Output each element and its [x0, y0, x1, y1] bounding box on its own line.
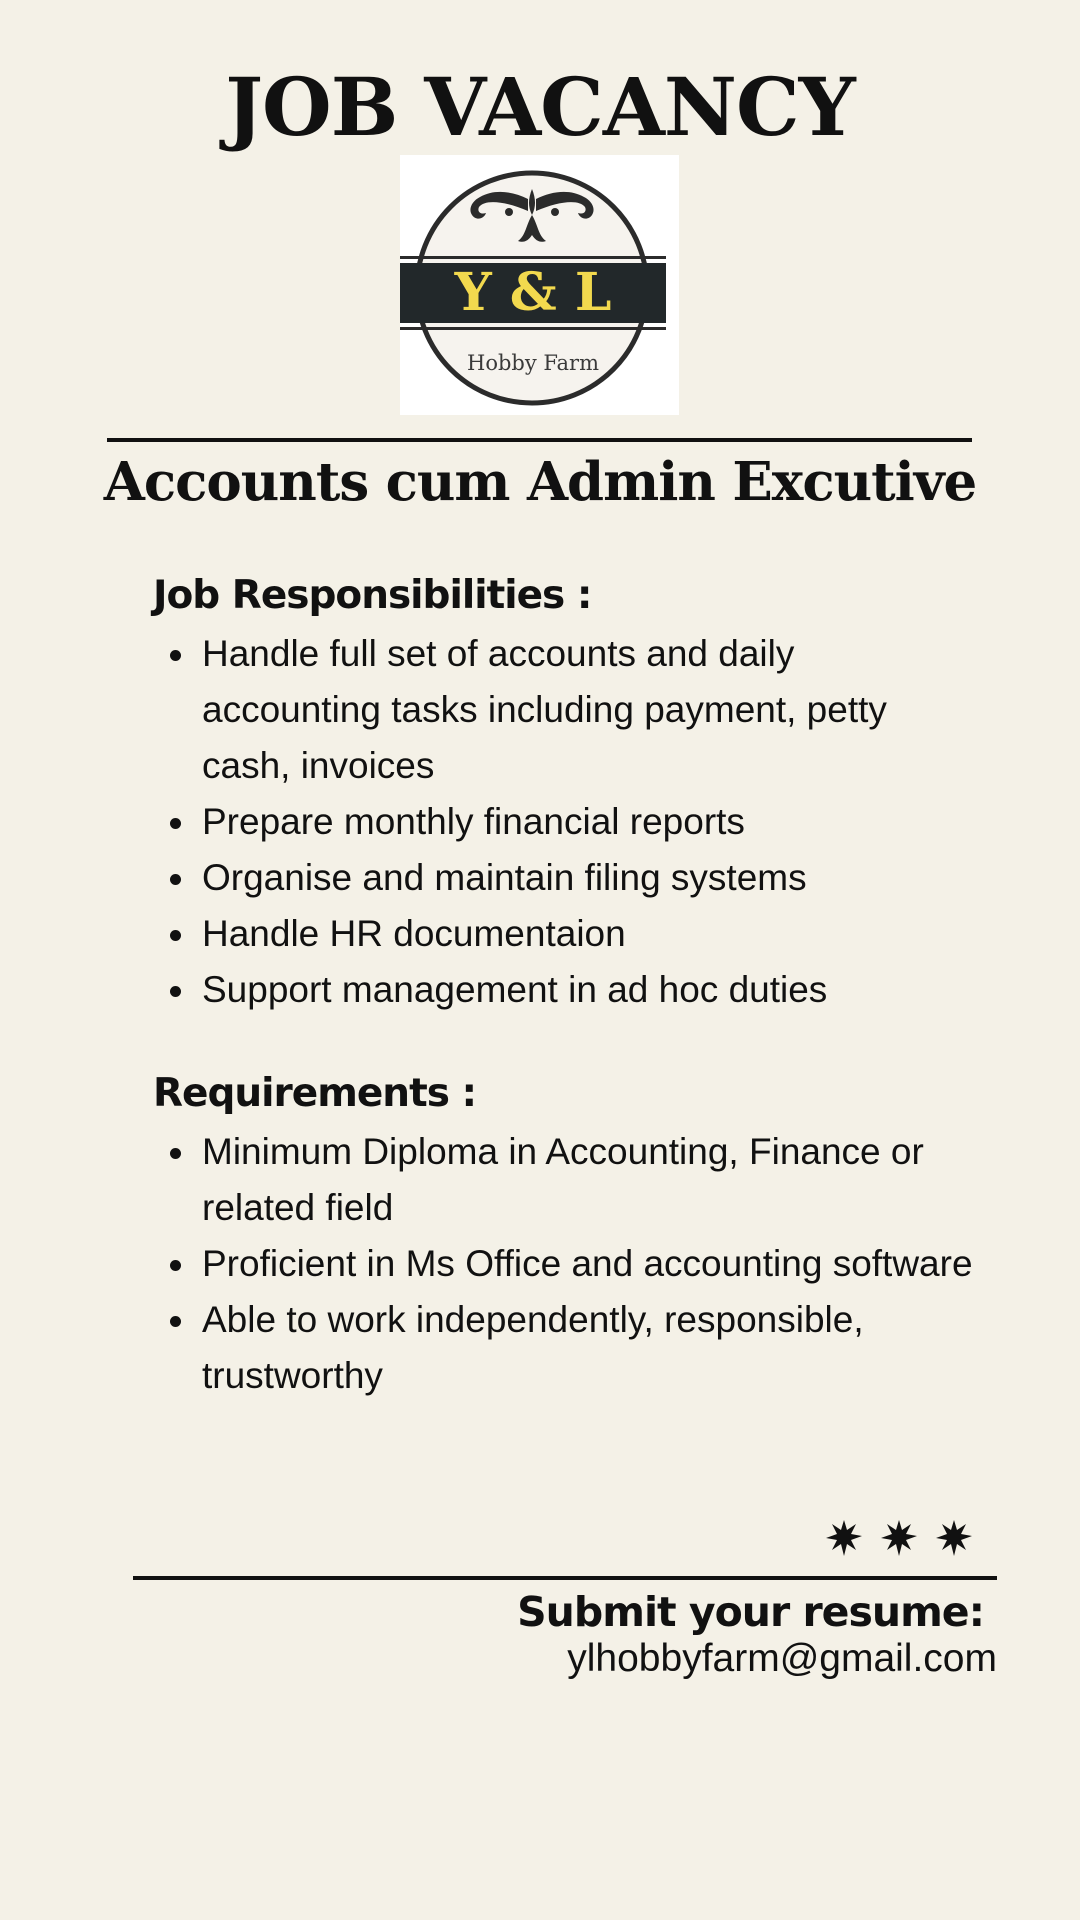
- requirements-heading: Requirements :: [153, 1071, 477, 1116]
- list-item: Support management in ad hoc duties: [153, 962, 983, 1018]
- list-item: Proficient in Ms Office and accounting software: [153, 1236, 983, 1292]
- bottom-divider: [133, 1576, 997, 1580]
- logo-brand-mark: Y & L: [454, 262, 612, 323]
- contact-email[interactable]: ylhobbyfarm@gmail.com: [567, 1637, 997, 1680]
- company-logo: [400, 155, 679, 415]
- responsibilities-list: [153, 626, 983, 1018]
- list-item: Organise and maintain filing systems: [153, 850, 983, 906]
- star-icon: [826, 1520, 862, 1556]
- star-icon: [936, 1520, 972, 1556]
- top-divider: [107, 438, 972, 442]
- responsibilities-section: [153, 568, 983, 1018]
- logo-brand-name: Hobby Farm: [467, 351, 599, 375]
- responsibilities-heading: Job Responsibilities :: [153, 573, 592, 618]
- list-item: Handle full set of accounts and daily accounting tasks including payment, petty cash, invoices: [153, 626, 983, 794]
- star-icon: [881, 1520, 917, 1556]
- position-title: Accounts cum Admin Excutive: [103, 451, 977, 513]
- decorative-stars: [824, 1518, 974, 1558]
- list-item: Minimum Diploma in Accounting, Finance or related field: [153, 1124, 983, 1236]
- requirements-list: [153, 1124, 983, 1404]
- requirements-section: [153, 1066, 983, 1404]
- submit-label: Submit your resume:: [517, 1588, 984, 1636]
- list-item: Prepare monthly financial reports: [153, 794, 983, 850]
- list-item: Handle HR documentaion: [153, 906, 983, 962]
- list-item: Able to work independently, responsible, trustworthy: [153, 1292, 983, 1404]
- page-title: JOB VACANCY: [225, 60, 855, 154]
